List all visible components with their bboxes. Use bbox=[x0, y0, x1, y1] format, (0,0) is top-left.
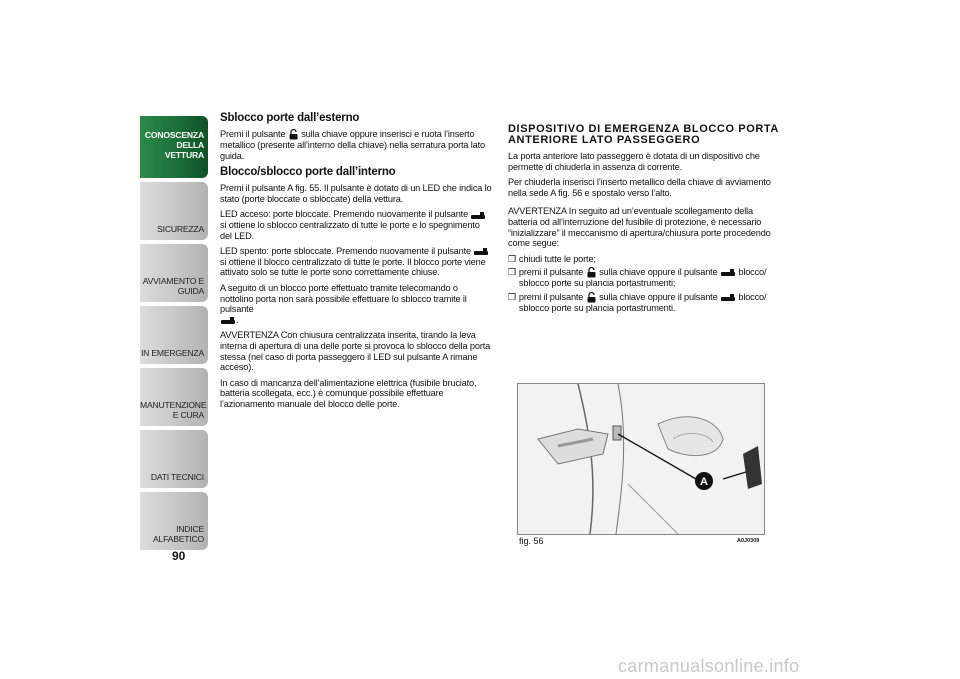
tab-label: AVVIAMENTO E GUIDA bbox=[142, 276, 204, 296]
tab-sicurezza[interactable] bbox=[140, 182, 208, 240]
text: sulla chiave oppure il pulsante bbox=[599, 292, 718, 302]
text: sulla chiave oppure il pulsante bbox=[599, 267, 718, 278]
paragraph: Premi il pulsante A fig. 55. Il pulsante è dotato di un LED che indica lo stato (porte bloccate o sbloccate) della vettura. bbox=[220, 183, 492, 204]
car-lock-button-icon bbox=[721, 269, 735, 276]
list-text bbox=[519, 292, 780, 314]
car-lock-button-icon bbox=[474, 248, 488, 255]
paragraph bbox=[220, 129, 492, 161]
tab-indice[interactable] bbox=[140, 492, 208, 550]
right-column bbox=[508, 124, 780, 317]
paragraph: In caso di mancanza dell’alimentazione elettrica (fusibile bruciato, batteria scollegata, ecc.) è comunque possibile effettuare l’azionamento manuale del blocco delle porte. bbox=[220, 377, 477, 409]
text: sulla chiave oppure inserisci e ruota l’inserto metallico (presente all’interno della chiave) nella serratura porta lato guida. bbox=[220, 129, 485, 161]
watermark: carmanualsonline.info bbox=[618, 656, 800, 676]
tab-label: INDICE ALFABETICO bbox=[152, 524, 204, 544]
tab-emergenza[interactable] bbox=[140, 306, 208, 364]
text: LED acceso: porte bloccate. Premendo nuovamente il pulsante bbox=[220, 209, 469, 220]
text: blocco/ sblocco porte su plancia portastrumenti. bbox=[518, 292, 767, 314]
padlock-open-icon bbox=[587, 292, 596, 303]
callout-label: A bbox=[700, 476, 708, 488]
tab-label: IN EMERGENZA bbox=[140, 348, 204, 358]
text: si ottiene il blocco centralizzato di tutte le porte. Il blocco porte viene attivato solo se tutte le porte sono correttamente chiuse. bbox=[220, 256, 486, 278]
section-heading: Sblocco porte dall’esterno bbox=[220, 112, 360, 124]
tab-manutenzione[interactable] bbox=[140, 368, 208, 426]
car-lock-button-icon bbox=[221, 317, 235, 324]
tab-label: MANUTENZIONE E CURA bbox=[140, 400, 207, 420]
checkbox-bullet-icon: ❒ bbox=[508, 267, 516, 278]
paragraph bbox=[220, 246, 492, 278]
padlock-open-icon bbox=[289, 129, 298, 140]
tab-avviamento[interactable] bbox=[140, 244, 208, 302]
list-text bbox=[519, 267, 780, 289]
list-item bbox=[508, 254, 780, 265]
figure-caption: fig. 56 bbox=[519, 536, 544, 546]
tab-label: SICUREZZA bbox=[157, 224, 204, 234]
text: chiudi tutte le porte; bbox=[518, 253, 596, 264]
figure-code: A0J0309 bbox=[737, 538, 760, 544]
car-lock-button-icon bbox=[471, 212, 485, 219]
figure-door-lock-illustration bbox=[517, 383, 765, 535]
tab-label: CONOSCENZA DELLA VETTURA bbox=[144, 130, 204, 160]
checkbox-bullet-icon: ❒ bbox=[508, 253, 516, 264]
page-number: 90 bbox=[172, 549, 186, 563]
tab-dati-tecnici[interactable] bbox=[140, 430, 208, 488]
text: LED spento: porte sbloccate. Premendo nuovamente il pulsante bbox=[220, 246, 471, 257]
paragraph: La porta anteriore lato passeggero è dotata di un dispositivo che permette di chiuderla in assenza di corrente. bbox=[508, 151, 760, 172]
paragraph bbox=[220, 283, 492, 325]
text: premi il pulsante bbox=[518, 267, 584, 278]
text: premi il pulsante bbox=[518, 292, 584, 302]
paragraph bbox=[220, 209, 492, 241]
checkbox-bullet-icon: ❒ bbox=[508, 292, 516, 302]
section-title: DISPOSITIVO DI EMERGENZA BLOCCO PORTA ANTERIORE LATO PASSEGGERO bbox=[508, 123, 779, 146]
text: A seguito di un blocco porte effettuato tramite telecomando o nottolino porta non sarà possibile effettuare lo sblocco tramite il pulsante bbox=[220, 283, 467, 315]
tab-conoscenza[interactable] bbox=[140, 116, 208, 178]
paragraph: AVVERTENZA In seguito ad un’eventuale scollegamento della batteria od all’interruzione del fusibile di protezione, è necessario “inizializzare” il meccanismo di apertura/chiusura porte procedendo come segue: bbox=[508, 206, 771, 249]
sidebar-nav bbox=[140, 116, 208, 554]
list-item bbox=[508, 267, 780, 289]
section-heading: Blocco/sblocco porte dall’interno bbox=[220, 166, 396, 179]
text: . bbox=[236, 314, 239, 325]
tab-label: DATI TECNICI bbox=[150, 472, 204, 482]
list-item bbox=[508, 292, 780, 314]
door-latch-drawing bbox=[518, 384, 764, 534]
paragraph: AVVERTENZA Con chiusura centralizzata inserita, tirando la leva interna di apertura di una delle porte si provoca lo sblocco della porta stessa (nel caso di porta passeggero il LED sul pulsante A rimane acceso). bbox=[220, 330, 491, 373]
text: Premi il pulsante bbox=[220, 129, 286, 139]
padlock-open-icon bbox=[587, 267, 596, 278]
text: si ottiene lo sblocco centralizzato di tutte le porte e lo spegnimento del LED. bbox=[220, 220, 480, 241]
left-column bbox=[220, 112, 492, 415]
text: blocco/ sblocco porte su plancia portastrumenti; bbox=[518, 267, 767, 289]
car-lock-button-icon bbox=[721, 294, 735, 301]
paragraph: Per chiuderla inserisci l’inserto metallico della chiave di avviamento nella sede A fig. 56 e spostalo verso l’alto. bbox=[508, 177, 771, 198]
